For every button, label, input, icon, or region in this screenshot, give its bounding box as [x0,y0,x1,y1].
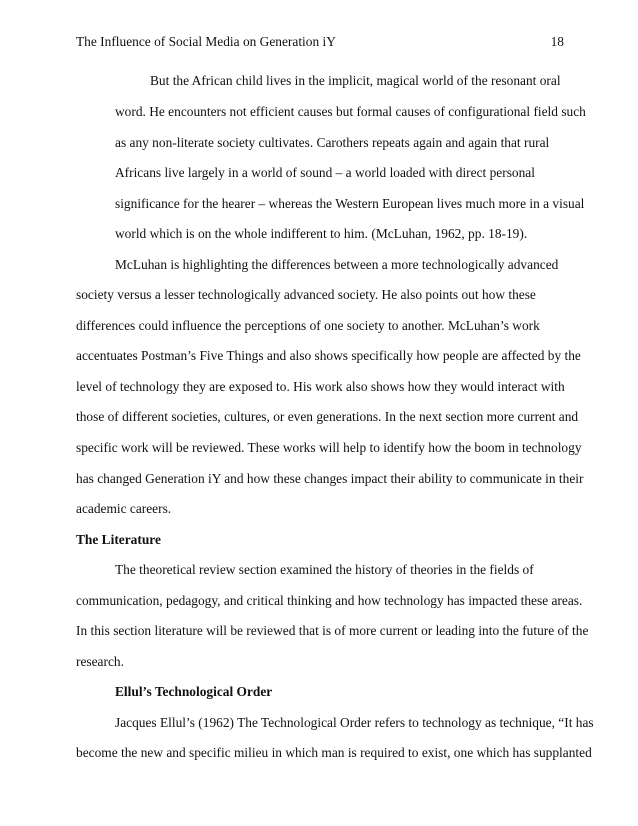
page-number: 18 [550,34,564,49]
body-line: accentuates Postman’s Five Things and also shows specifically how people are affected by the [76,348,581,363]
quote-line: world which is on the whole indifferent to him. (McLuhan, 1962, pp. 18-19). [115,226,528,241]
quote-line: Africans live largely in a world of sound – a world loaded with direct personal [115,165,535,180]
body-line: level of technology they are exposed to. His work also shows how they would interact with [76,379,565,394]
running-title: The Influence of Social Media on Generation iY [76,34,336,49]
body-line: specific work will be reviewed. These works will help to identify how the boom in technology [76,440,582,455]
body-line: become the new and specific milieu in which man is required to exist, one which has supplanted [76,745,592,760]
body-line: The theoretical review section examined the history of theories in the fields of [115,562,534,577]
body-line: McLuhan is highlighting the differences between a more technologically advanced [115,257,559,272]
quote-line: significance for the hearer – whereas the Western European lives much more in a visual [115,196,585,211]
body-line: academic careers. [76,501,172,516]
quote-line: word. He encounters not efficient causes but formal causes of configurational field such [115,104,586,119]
body-line: society versus a lesser technologically advanced society. He also points out how these [76,287,536,302]
quote-line: But the African child lives in the implicit, magical world of the resonant oral [150,73,561,88]
subsection-heading: Ellul’s Technological Order [115,684,273,699]
body-line: In this section literature will be reviewed that is of more current or leading into the future of the [76,623,589,638]
running-header [76,34,564,54]
section-heading: The Literature [76,532,161,547]
body-line: research. [76,654,124,669]
body-line: those of different societies, cultures, or even generations. In the next section more current and [76,409,579,424]
body-line: communication, pedagogy, and critical thinking and how technology has impacted these areas. [76,593,583,608]
body-line: Jacques Ellul’s (1962) The Technological Order refers to technology as technique, “It has [115,715,594,730]
body-line: has changed Generation iY and how these changes impact their ability to communicate in their [76,471,584,486]
quote-line: as any non-literate society cultivates. Carothers repeats again and again that rural [115,135,550,150]
body-line: differences could influence the perceptions of one society to another. McLuhan’s work [76,318,540,333]
